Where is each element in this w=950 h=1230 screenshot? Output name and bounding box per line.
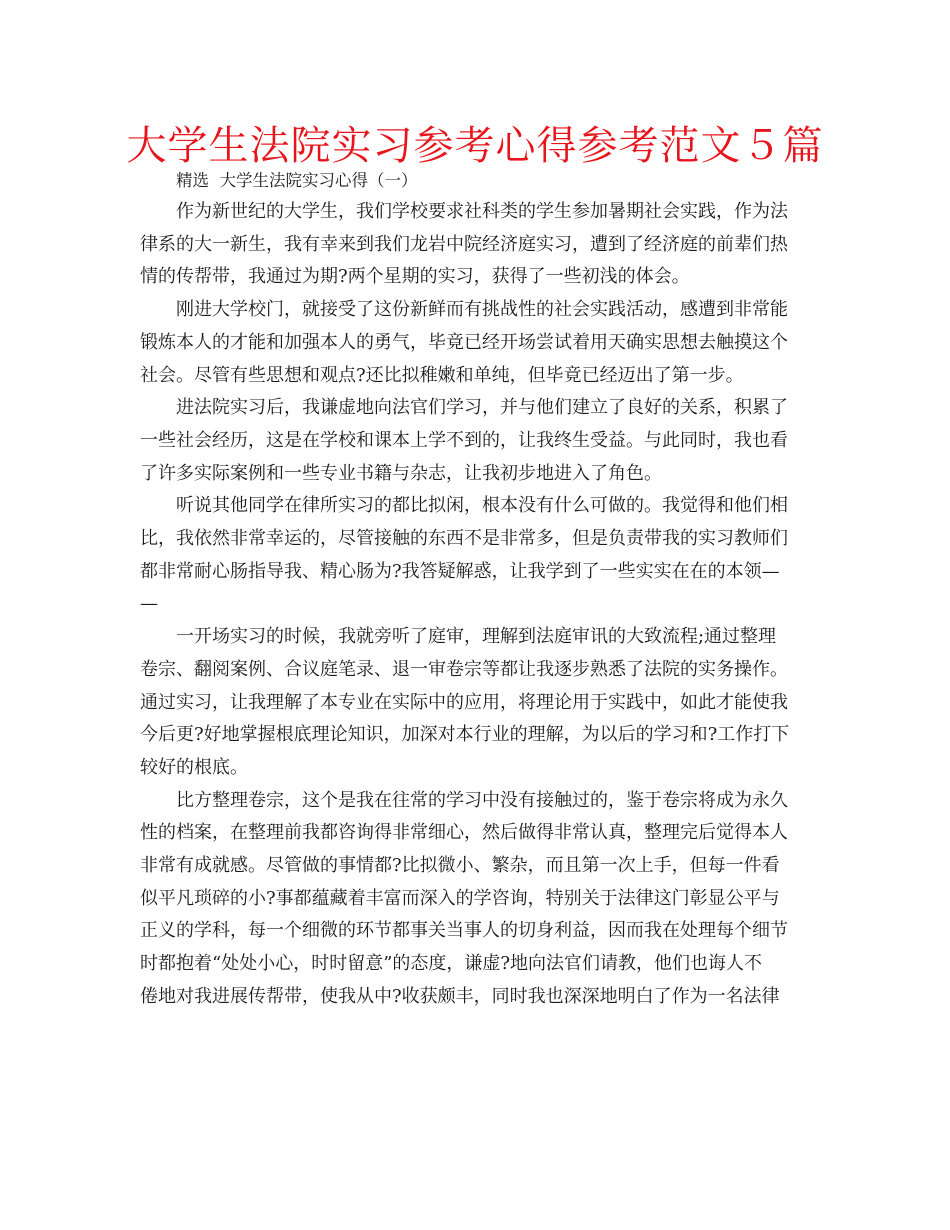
- paragraph: [140, 621, 812, 785]
- paragraph-line: 社会。尽管有些思想和观点?还比拟稚嫩和单纯，但毕竟已经迈出了第一步。: [140, 364, 744, 386]
- paragraph-line: 性的档案，在整理前我都咨询得非常细心，然后做得非常认真，整理完后觉得本人: [140, 822, 788, 844]
- paragraph-line: 听说其他同学在律所实习的都比拟闲，根本没有什么可做的。我觉得和他们相: [176, 495, 788, 517]
- paragraph-line: 锻炼本人的才能和加强本人的勇气，毕竟已经开场尝试着用天确实思想去触摸这个: [140, 331, 788, 353]
- paragraph: [140, 490, 812, 621]
- paragraph-line: 卷宗、翻阅案例、合议庭笔录、退一审卷宗等都让我逐步熟悉了法院的实务操作。: [140, 658, 788, 680]
- paragraph-line: 情的传帮带，我通过为期?两个星期的实习，获得了一些初浅的体会。: [140, 266, 690, 288]
- document-title: 大学生法院实习参考心得参考范文５篇: [126, 123, 824, 169]
- paragraph-line: 倦地对我进展传帮带，使我从中?收获颇丰，同时我也深深地明白了作为一名法律: [140, 985, 780, 1007]
- paragraph-line: 律系的大一新生，我有幸来到我们龙岩中院经济庭实习，遭到了经济庭的前辈们热: [140, 233, 788, 255]
- paragraph-line: 非常有成就感。尽管做的事情都?比拟微小、繁杂，而且第一次上手，但每一件看: [140, 855, 780, 877]
- paragraph-line: 今后更?好地掌握根底理论知识，加深对本行业的理解，为以后的学习和?工作打下: [140, 724, 790, 746]
- paragraph: [140, 294, 812, 392]
- paragraph-line: —: [140, 593, 158, 615]
- paragraph-line: 一开场实习的时候，我就旁听了庭审，理解到法庭审讯的大致流程;通过整理: [176, 626, 777, 648]
- paragraph: [140, 785, 812, 1014]
- paragraph-line: 通过实习，让我理解了本专业在实际中的应用，将理论用于实践中，如此才能使我: [140, 691, 788, 713]
- document-body: [140, 196, 812, 1014]
- paragraph-line: 进法院实习后，我谦虚地向法官们学习，并与他们建立了良好的关系，积累了: [176, 397, 788, 419]
- paragraph-line: 作为新世纪的大学生，我们学校要求社科类的学生参加暑期社会实践，作为法: [176, 201, 788, 222]
- paragraph-line: 较好的根底。: [140, 756, 248, 778]
- paragraph-line: 似平凡琐碎的小?事都蕴藏着丰富而深入的学咨询，特别关于法律这门彰显公平与: [140, 887, 780, 909]
- paragraph-line: 比方整理卷宗，这个是我在往常的学习中没有接触过的，鉴于卷宗将成为永久: [176, 789, 788, 811]
- paragraph-line: 正义的学科，每一个细微的环节都事关当事人的切身利益，因而我在处理每个细节: [140, 920, 788, 942]
- paragraph-line: 时都抱着“处处小心，时时留意”的态度，谦虚?地向法官们请教，他们也诲人不: [140, 953, 763, 975]
- section-subtitle: 精选 大学生法院实习心得（一）: [176, 171, 418, 190]
- paragraph-line: 一些社会经历，这是在学校和课本上学不到的，让我终生受益。与此同时，我也看: [140, 429, 788, 451]
- paragraph: [140, 392, 812, 490]
- paragraph-line: 比，我依然非常幸运的，尽管接触的东西不是非常多，但是负责带我的实习教师们: [140, 528, 788, 550]
- paragraph: [140, 196, 812, 294]
- paragraph-line: 了许多实际案例和一些专业书籍与杂志，让我初步地进入了角色。: [140, 462, 662, 484]
- paragraph-line: 刚进大学校门，就接受了这份新鲜而有挑战性的社会实践活动，感遭到非常能: [176, 299, 788, 321]
- paragraph-line: 都非常耐心肠指导我、精心肠为?我答疑解惑，让我学到了一些实实在在的本领—: [140, 560, 780, 582]
